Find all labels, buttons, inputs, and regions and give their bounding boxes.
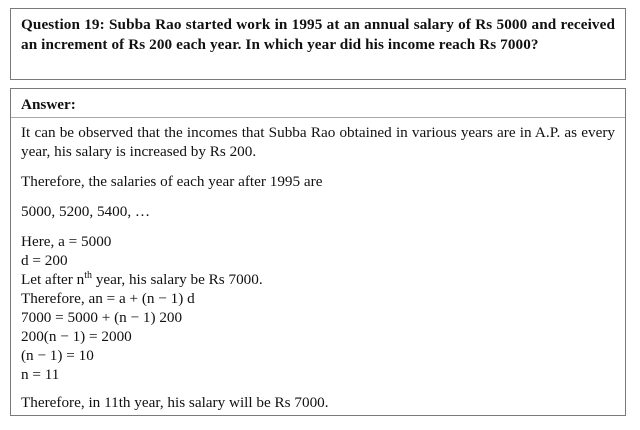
answer-box: [10, 88, 626, 416]
step-let: [21, 270, 615, 289]
step-let-after: year, his salary be Rs 7000.: [92, 271, 263, 288]
answer-therefore-line: Therefore, the salaries of each year after 1995 are: [21, 173, 323, 190]
answer-body: [21, 123, 615, 412]
question-box: [10, 8, 626, 80]
step-substitute: 7000 = 5000 + (n − 1) 200: [21, 309, 183, 326]
step-result: n = 11: [21, 366, 60, 383]
step-simplify-2: (n − 1) = 10: [21, 347, 94, 364]
step-d: d = 200: [21, 252, 68, 269]
step-let-before: Let after n: [21, 271, 85, 288]
answer-sequence: 5000, 5200, 5400, …: [21, 203, 151, 220]
step-let-sup: th: [84, 270, 93, 281]
step-simplify-1: 200(n − 1) = 2000: [21, 328, 132, 345]
answer-divider: [11, 117, 625, 118]
answer-heading: Answer:: [21, 96, 76, 113]
answer-intro: It can be observed that the incomes that Subba Rao obtained in various years are in A.P. as every year, his salary is increased by Rs 200.: [21, 124, 615, 160]
answer-conclusion: Therefore, in 11th year, his salary will be Rs 7000.: [21, 394, 329, 411]
question-text: Question 19: Subba Rao started work in 1995 at an annual salary of Rs 5000 and received an increment of Rs 200 each year. In which year did his income reach Rs 7000?: [21, 16, 615, 53]
step-a: Here, a = 5000: [21, 233, 112, 250]
answer-steps: [21, 232, 615, 384]
step-formula: Therefore, an = a + (n − 1) d: [21, 290, 195, 307]
